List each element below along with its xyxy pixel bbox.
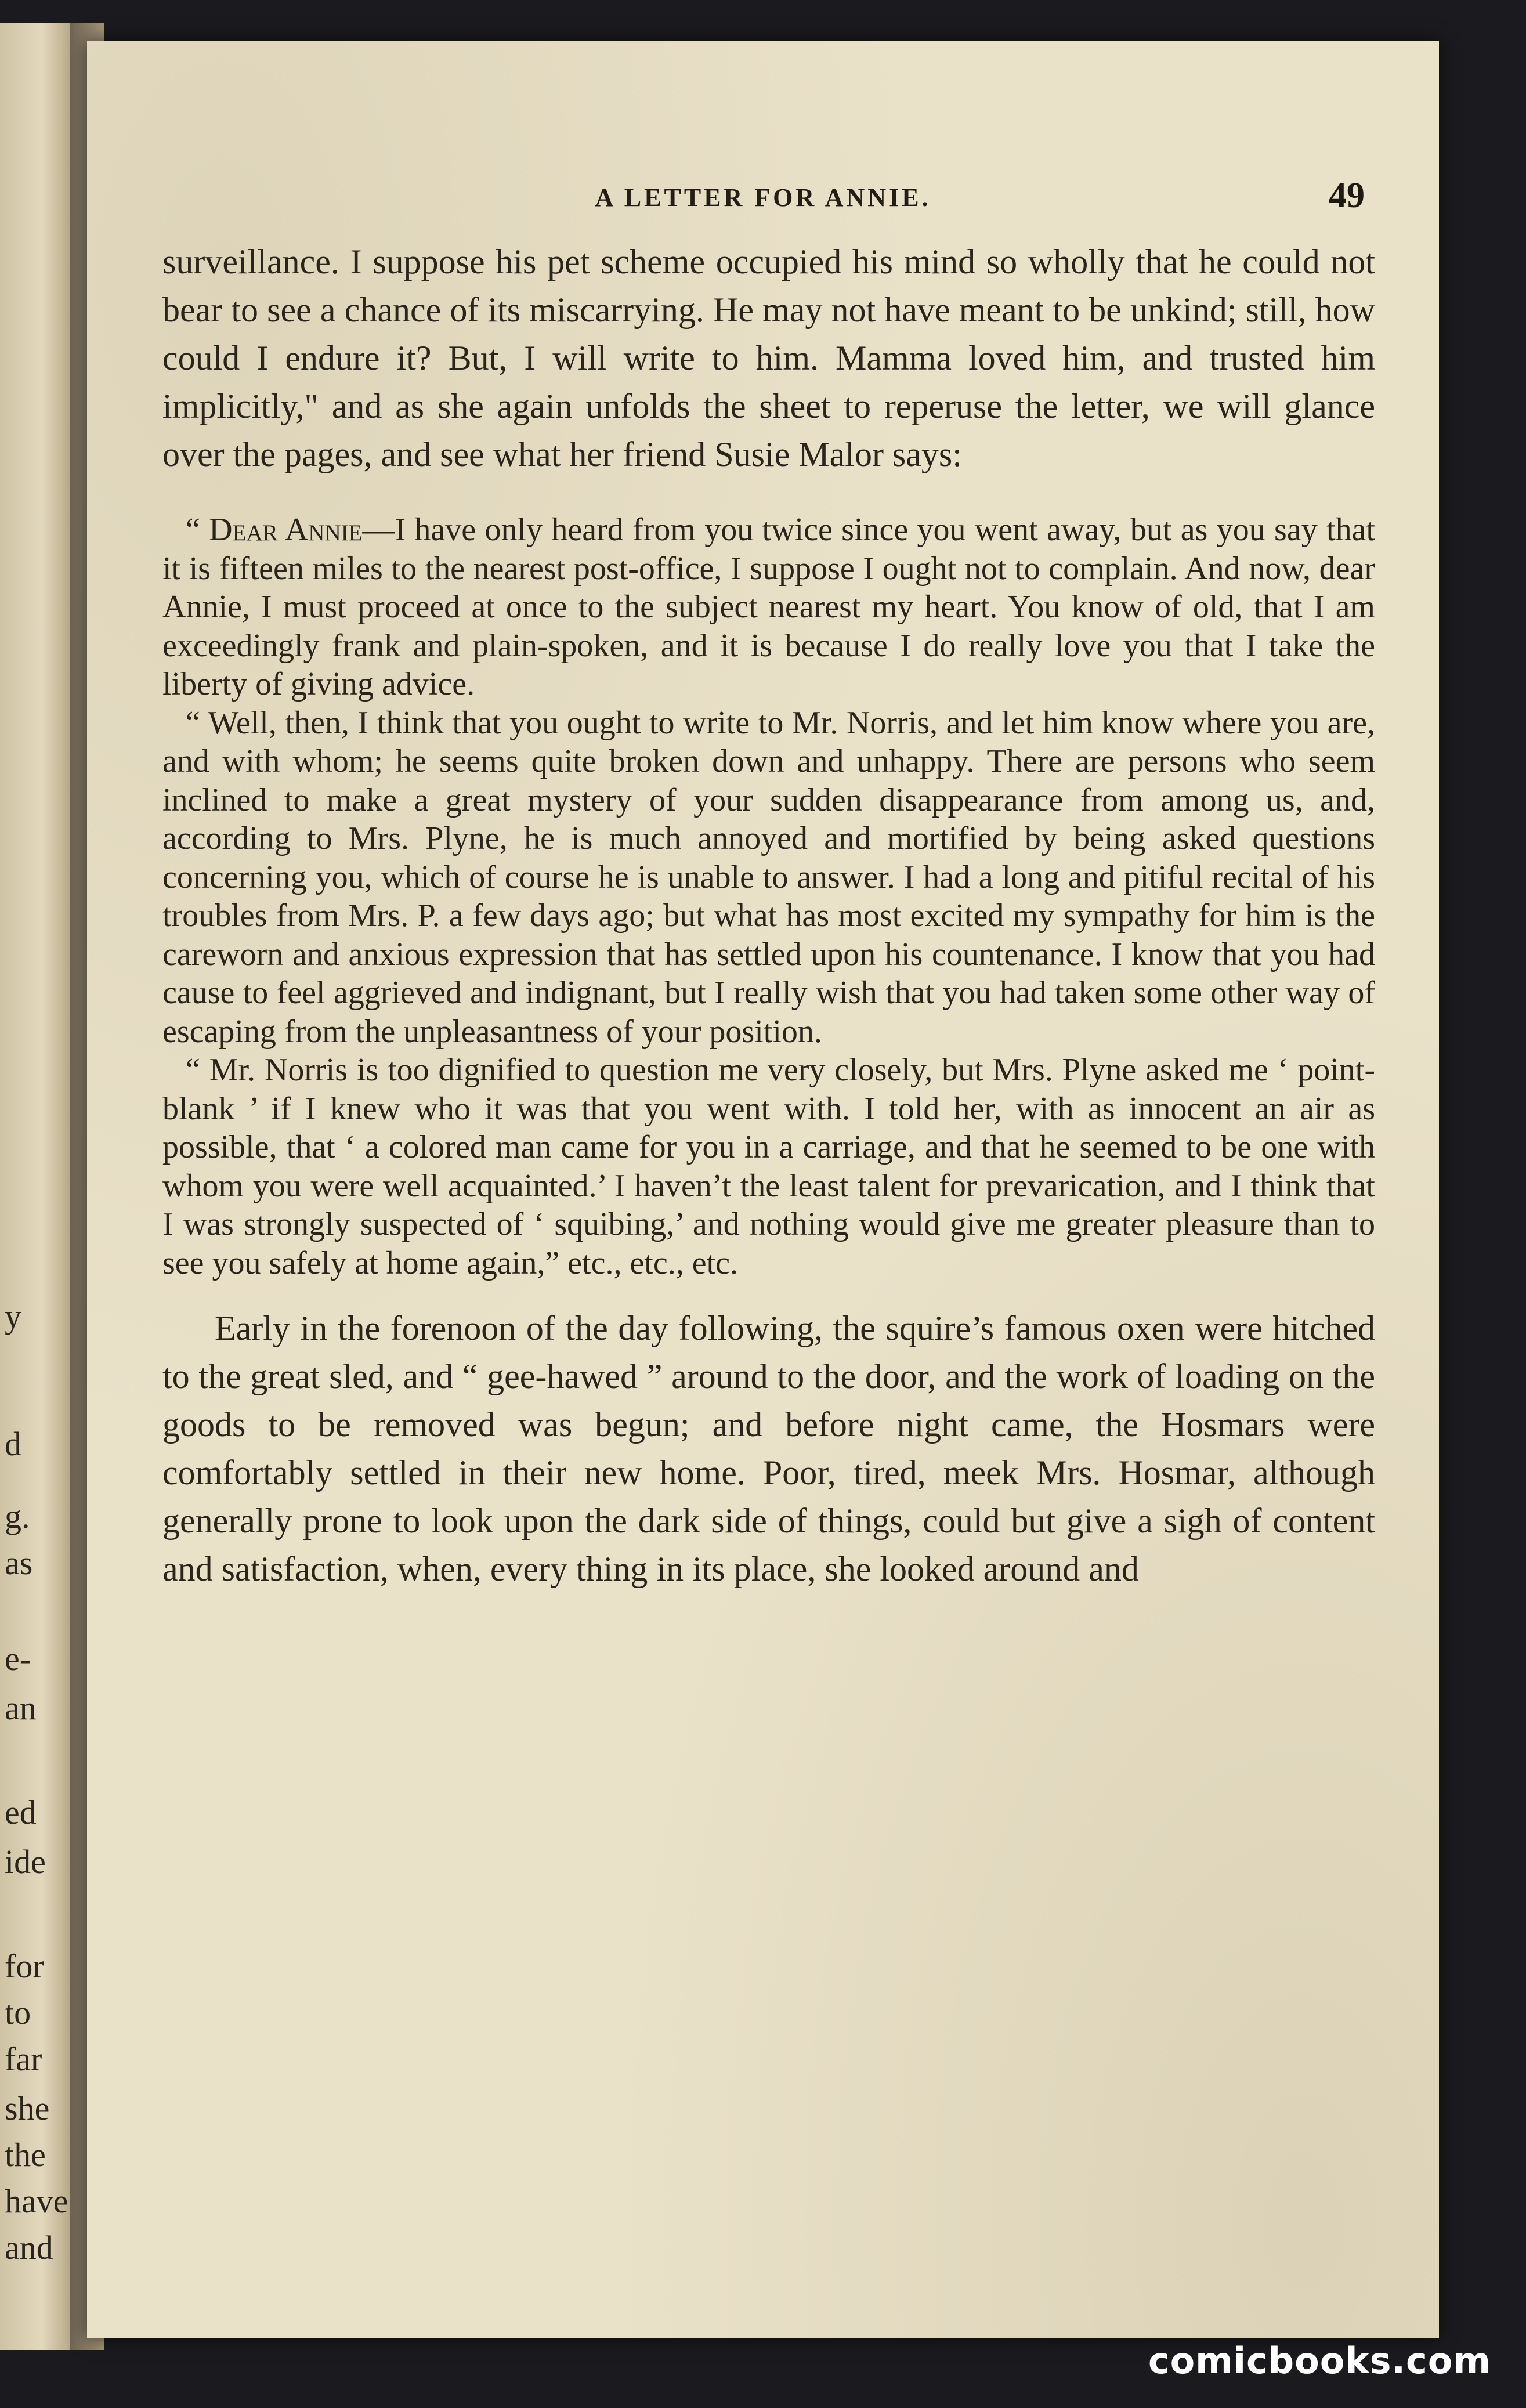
- letter-paragraph: “ Mr. Norris is too dignified to question me very closely, but Mrs. Plyne asked me ‘ point-blank ’ if I knew who it was that you went with. I told her, with as innocent an air as possible, that ‘ a colored man came for you in a carriage, and that he seemed to be one with whom you were well acquainted.’ I haven’t the least talent for prevarication, and I think that I was strongly suspected of ‘ squibing,’ and nothing would give me greater pleasure than to see you safely at home again,” etc., etc., etc.: [162, 1052, 1375, 1281]
- closing-paragraph: Early in the forenoon of the day following, the squire’s famous oxen were hitched to the great sled, and “ gee-hawed ” around to the door, and the work of loading on the goods to be removed was begun; and before night came, the Hosmars were comfortably settled in their new home. Poor, tired, meek Mrs. Hosmar, although generally prone to look upon the dark side of things, could but give a sigh of content and satisfaction, when, every thing in its place, she looked around and: [162, 1309, 1375, 1588]
- book-page: [87, 41, 1439, 2338]
- facing-page-fragment: ed: [5, 1794, 37, 1831]
- facing-page-fragment: the: [5, 2136, 46, 2174]
- facing-page-fragment: she: [5, 2089, 50, 2127]
- running-title: A LETTER FOR ANNIE.: [595, 183, 931, 212]
- facing-page-fragment: as: [5, 1544, 33, 1582]
- facing-page-fragment: have: [5, 2182, 68, 2220]
- facing-page-fragment: y: [5, 1297, 21, 1335]
- facing-page-fragment: and: [5, 2229, 53, 2266]
- intro-paragraph: surveillance. I suppose his pet scheme occupied his mind so wholly that he could not bear to see a chance of its miscarrying. He may not have meant to be unkind; still, how could I endure it? But, I will write to him. Mamma loved him, and trusted him implicitly," and as she again unfolds the sheet to reperuse the letter, we will glance over the pages, and see what her friend Susie Malor says:: [162, 243, 1375, 473]
- letter-salutation: “ Dear Annie: [186, 512, 363, 548]
- facing-page-fragment: an: [5, 1689, 37, 1727]
- watermark: comicbooks.com: [1148, 2340, 1491, 2382]
- facing-page-fragment: e-: [5, 1640, 31, 1677]
- facing-page-fragment: for: [5, 1947, 44, 1985]
- letter-paragraph-text: —I have only heard from you twice since you went away, but as you say that it is fifteen miles to the nearest post-office, I suppose I ought not to complain. And now, dear Annie, I must proceed at once to the subject nearest my heart. You know of old, that I am exceedingly frank and plain-spoken, and it is because I do really love you that I take the liberty of giving advice.: [162, 512, 1375, 702]
- page-body: [162, 238, 1375, 1593]
- facing-page-edge: [0, 23, 70, 2350]
- facing-page-fragment: ide: [5, 1843, 46, 1881]
- letter-paragraph: [162, 511, 1375, 704]
- page-number: 49: [1329, 176, 1365, 215]
- facing-page-fragment: to: [5, 1994, 31, 2031]
- facing-page-fragment: g.: [5, 1498, 30, 1535]
- facing-page-fragment: far: [5, 2040, 42, 2078]
- letter-paragraph: “ Well, then, I think that you ought to write to Mr. Norris, and let him know where you are, and with whom; he seems quite broken down and unhappy. There are persons who seem inclined to make a great mystery of your sudden disappearance from among us, and, according to Mrs. Plyne, he is much annoyed and mortified by being asked questions concerning you, which of course he is unable to answer. I had a long and pitiful recital of his troubles from Mrs. P. a few days ago; but what has most excited my sympathy for him is the careworn and anxious expression that has settled upon his countenance. I know that you had cause to feel aggrieved and indignant, but I really wish that you had taken some other way of escaping from the unpleasantness of your position.: [162, 704, 1375, 1050]
- letter-block: [162, 511, 1375, 1282]
- facing-page-fragment: d: [5, 1425, 21, 1463]
